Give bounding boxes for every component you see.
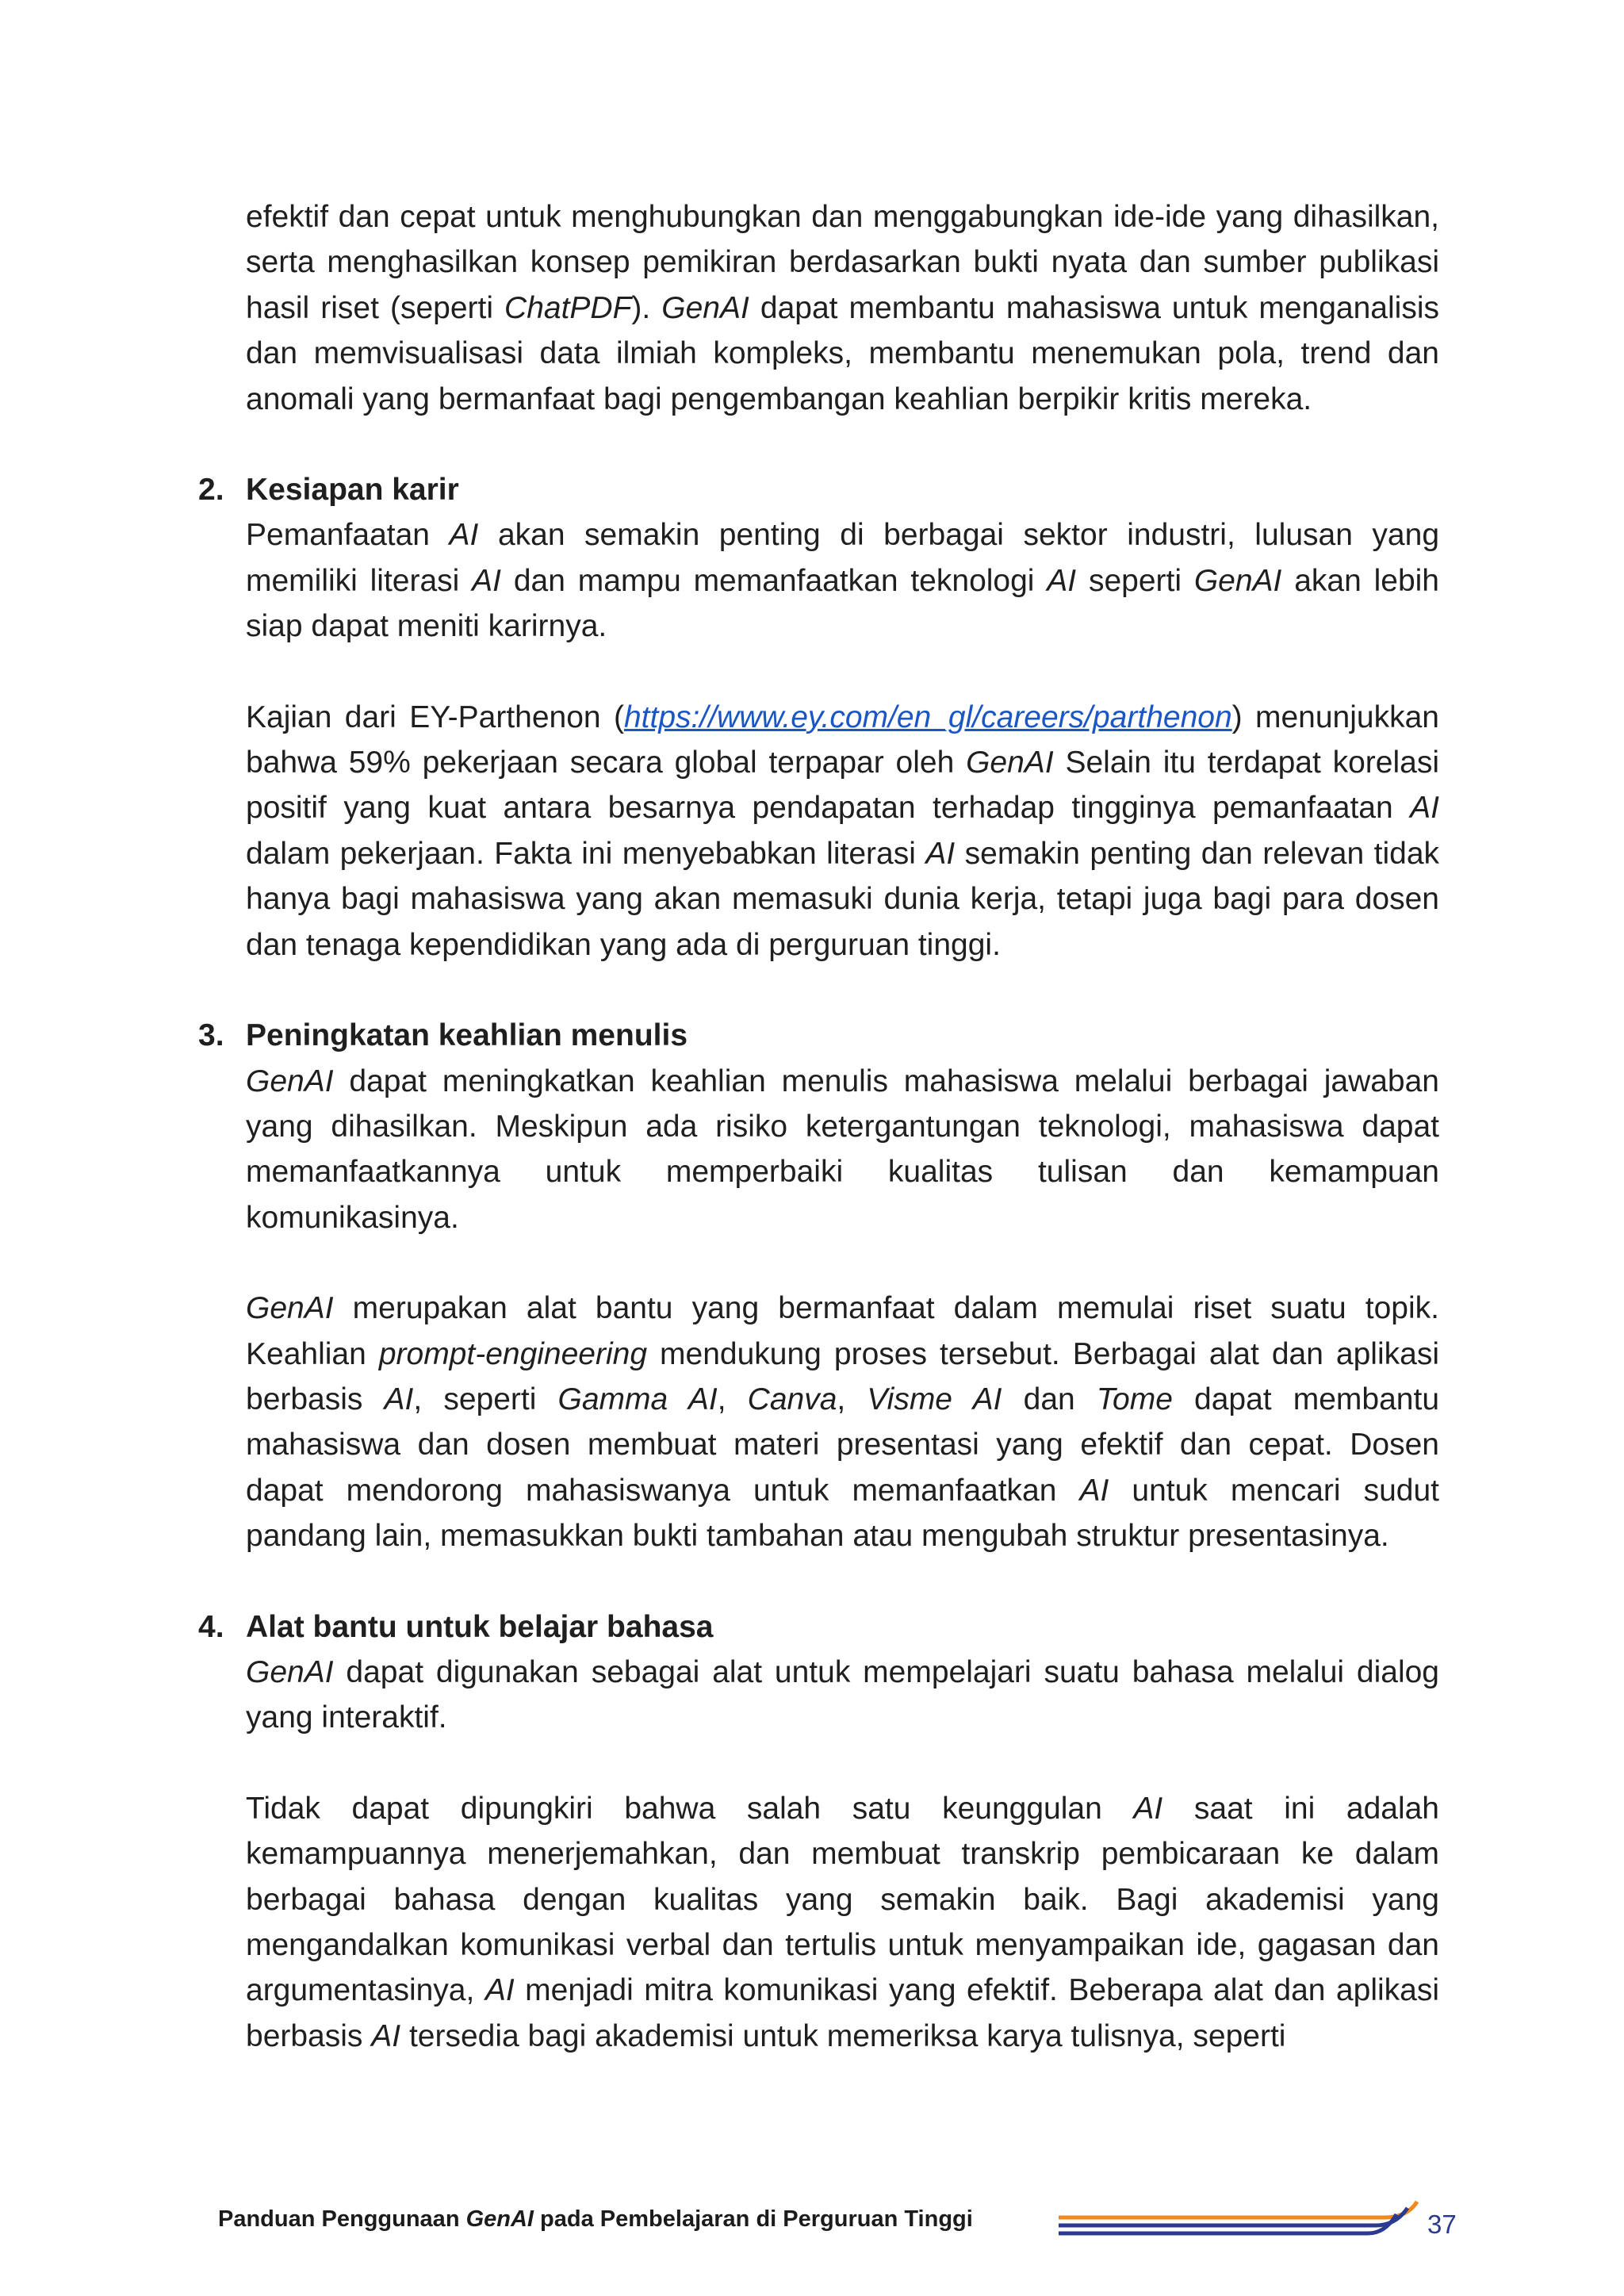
paragraph: GenAI merupakan alat bantu yang bermanfaat dalam memulai riset suatu topik. Keahlian prompt-engineering mendukung proses tersebut. Berbagai alat dan aplikasi berbasis AI, seperti Gamma AI, Canva, Visme AI dan Tome dapat membantu mahasiswa dan dosen membuat materi presentasi yang efektif dan cepat. Dosen dapat mendorong mahasiswanya untuk memanfaatkan AI untuk mencari sudut pandang lain, memasukkan bukti tambahan atau mengubah struktur presentasinya. [246,1291,1440,1554]
paragraph: GenAI dapat digunakan sebagai alat untuk mempelajari suatu bahasa melalui dialog yang interaktif. [246,1654,1439,1735]
section-title: Peningkatan keahlian menulis [246,1018,688,1053]
intro-paragraph: efektif dan cepat untuk menghubungkan dan menggabungkan ide-ide yang dihasilkan, serta menghasilkan konsep pemikiran berdasarkan bukti nyata dan sumber publikasi hasil riset (seperti ChatPDF). GenAI dapat membantu mahasiswa untuk menganalisis dan memvisualisasi data ilmiah kompleks, membantu menemukan pola, trend dan anomali yang bermanfaat bagi pengembangan keahlian berpikir kritis mereka. [246,200,1439,416]
list-number: 2. [198,473,224,508]
ey-parthenon-link[interactable]: https://www.ey.com/en_gl/careers/parthenon [623,700,1232,734]
footer-stripes-graphic [1059,2200,1423,2241]
section-belajar-bahasa [198,1604,1439,2060]
paragraph: Kajian dari EY-Parthenon (https://www.ey.com/en_gl/careers/parthenon) menunjukkan bahwa 59% pekerjaan secara global terpapar oleh GenAI Selain itu terdapat korelasi positif yang kuat antara besarnya pendapatan terhadap tingginya pemanfaatan AI dalam pekerjaan. Fakta ini menyebabkan literasi AI semakin penting dan relevan tidak hanya bagi mahasiswa yang akan memasuki dunia kerja, tetapi juga bagi para dosen dan tenaga kependidikan yang ada di perguruan tinggi. [246,700,1440,962]
paragraph: GenAI dapat meningkatkan keahlian menulis mahasiswa melalui berbagai jawaban yang dihasilkan. Meskipun ada risiko ketergantungan teknologi, mahasiswa dapat memanfaatkannya untuk memperbaiki kualitas tulisan dan kemampuan komunikasinya. [246,1064,1439,1235]
page-content [198,194,1439,2059]
list-number: 3. [198,1018,224,1053]
footer-title: Panduan Penggunaan GenAI pada Pembelajaran di Perguruan Tinggi [218,2206,973,2232]
page-number: 37 [1427,2210,1457,2239]
section-title: Alat bantu untuk belajar bahasa [246,1609,714,1644]
section-kesiapan-karir [198,467,1439,968]
paragraph: Tidak dapat dipungkiri bahwa salah satu keunggulan AI saat ini adalah kemampuannya menerjemahkan, dan membuat transkrip pembicaraan ke dalam berbagai bahasa dengan kualitas yang semakin baik. Bagi akademisi yang mengandalkan komunikasi verbal dan tertulis untuk menyampaikan ide, gagasan dan argumentasinya, AI menjadi mitra komunikasi yang efektif. Beberapa alat dan aplikasi berbasis AI tersedia bagi akademisi untuk memeriksa karya tulisnya, seperti [246,1791,1439,2053]
list-number: 4. [198,1609,224,1644]
section-title: Kesiapan karir [246,473,459,508]
section-keahlian-menulis [198,1013,1439,1558]
page-footer [218,2198,1455,2246]
paragraph: Pemanfaatan AI akan semakin penting di berbagai sektor industri, lulusan yang memiliki literasi AI dan mampu memanfaatkan teknologi AI seperti GenAI akan lebih siap dapat meniti karirnya. [246,518,1440,644]
